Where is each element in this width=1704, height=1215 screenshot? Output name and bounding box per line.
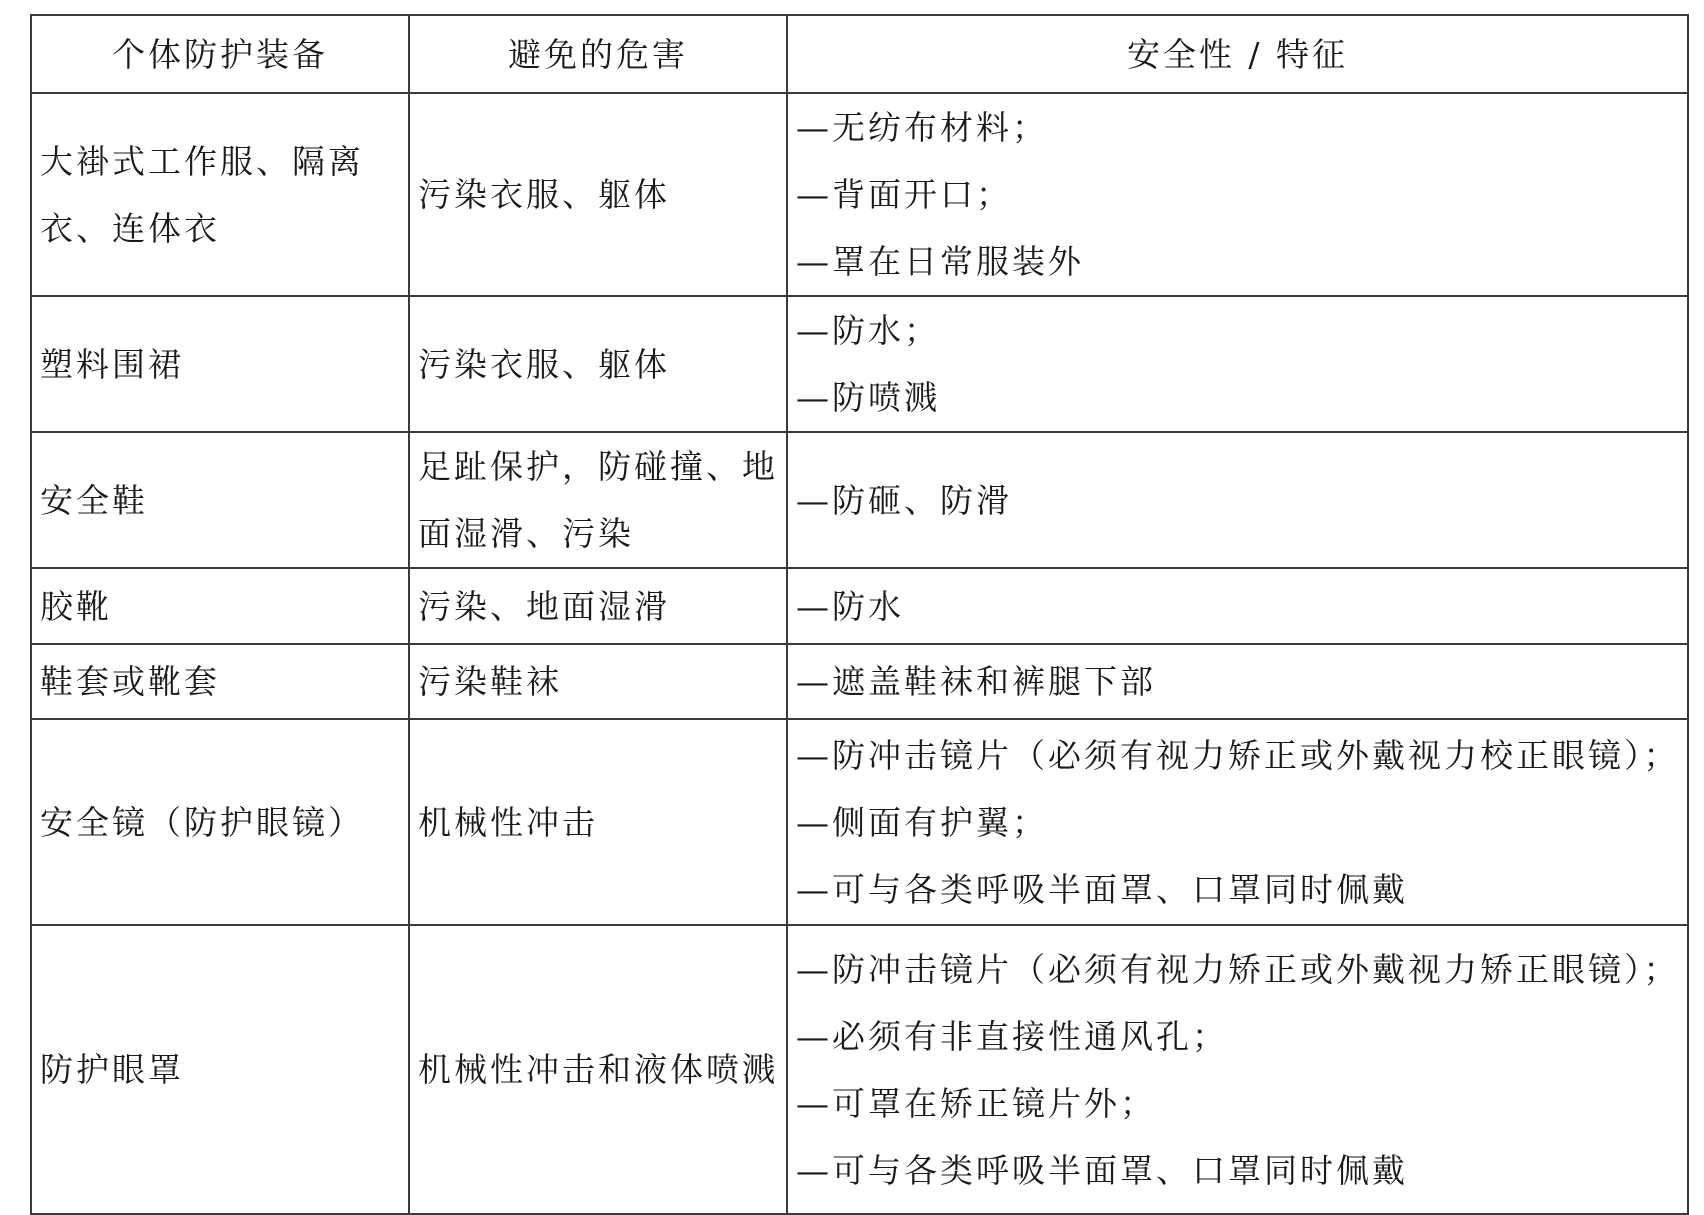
feature-line: —防水； <box>796 311 940 350</box>
features-cell <box>787 568 1688 644</box>
feature-line: —罩在日常服装外 <box>796 242 1084 281</box>
equipment-cell: 鞋套或靴套 <box>31 644 409 719</box>
feature-line: —防喷溅 <box>796 378 940 417</box>
equipment-cell: 防护眼罩 <box>31 925 409 1214</box>
table-row <box>31 719 1688 925</box>
table-row <box>31 432 1688 568</box>
feature-line: —背面开口； <box>796 175 1012 214</box>
table-row <box>31 568 1688 644</box>
equipment-cell: 安全鞋 <box>31 432 409 568</box>
header-features: 安全性 / 特征 <box>787 15 1688 93</box>
header-equipment: 个体防护装备 <box>31 15 409 93</box>
feature-line: —可与各类呼吸半面罩、口罩同时佩戴 <box>796 869 1408 909</box>
hazard-cell: 机械性冲击和液体喷溅 <box>409 925 787 1214</box>
features-cell <box>787 432 1688 568</box>
feature-line: —侧面有护翼； <box>796 802 1048 842</box>
header-hazard: 避免的危害 <box>409 15 787 93</box>
hazard-cell: 机械性冲击 <box>409 719 787 925</box>
features-cell <box>787 93 1688 296</box>
feature-line: —防冲击镜片（必须有视力矫正或外戴视力矫正眼镜）； <box>796 949 1680 989</box>
hazard-cell: 污染衣服、躯体 <box>409 296 787 432</box>
feature-line: —防水 <box>796 586 904 626</box>
feature-line: —防砸、防滑 <box>796 480 1012 520</box>
features-cell <box>787 925 1688 1214</box>
features-cell <box>787 719 1688 925</box>
hazard-cell: 足趾保护，防碰撞、地面湿滑、污染 <box>409 432 787 568</box>
hazard-cell: 污染衣服、躯体 <box>409 93 787 296</box>
table-header-row <box>31 15 1688 93</box>
table-row <box>31 644 1688 719</box>
features-cell <box>787 644 1688 719</box>
table-row <box>31 925 1688 1214</box>
feature-line: —可罩在矫正镜片外； <box>796 1083 1156 1123</box>
table-row <box>31 296 1688 432</box>
table-row <box>31 93 1688 296</box>
feature-line: —防冲击镜片（必须有视力矫正或外戴视力校正眼镜）； <box>796 735 1680 775</box>
features-cell <box>787 296 1688 432</box>
equipment-cell: 大褂式工作服、隔离衣、连体衣 <box>31 93 409 296</box>
feature-line: —遮盖鞋袜和裤腿下部 <box>796 662 1156 701</box>
equipment-cell: 塑料围裙 <box>31 296 409 432</box>
feature-line: —必须有非直接性通风孔； <box>796 1016 1228 1056</box>
feature-line: —可与各类呼吸半面罩、口罩同时佩戴 <box>796 1150 1408 1190</box>
equipment-cell: 安全镜（防护眼镜） <box>31 719 409 925</box>
hazard-cell: 污染、地面湿滑 <box>409 568 787 644</box>
hazard-cell: 污染鞋袜 <box>409 644 787 719</box>
ppe-table <box>30 14 1689 1215</box>
equipment-cell: 胶靴 <box>31 568 409 644</box>
feature-line: —无纺布材料； <box>796 108 1048 147</box>
